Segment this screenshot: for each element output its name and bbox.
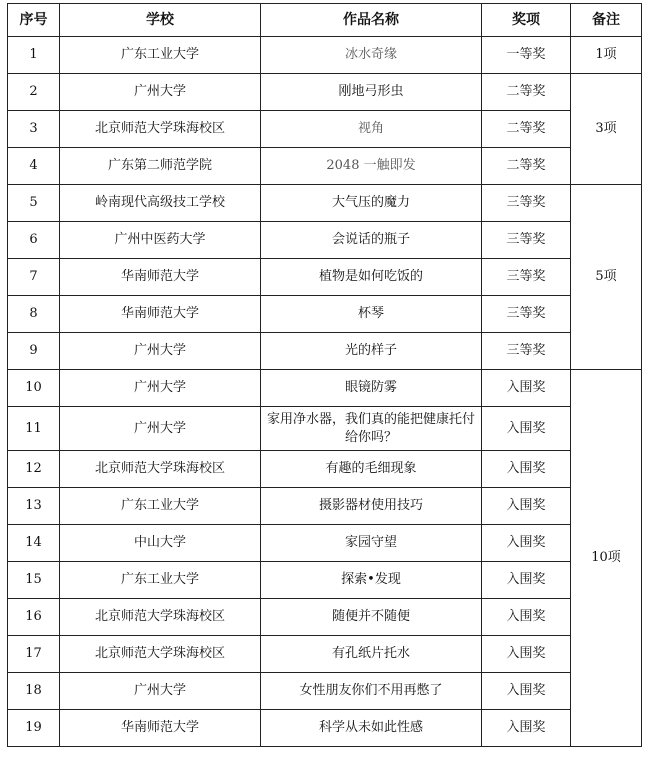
table-row (8, 562, 642, 599)
table-row (8, 407, 642, 451)
cell-award: 入围奖 (482, 673, 571, 710)
header-work: 作品名称 (261, 4, 482, 37)
cell-award: 入围奖 (482, 562, 571, 599)
cell-school: 广州大学 (60, 673, 261, 710)
note-second-prize: 3项 (571, 74, 642, 185)
cell-no: 4 (8, 148, 60, 185)
cell-no: 6 (8, 222, 60, 259)
table-row (8, 599, 642, 636)
cell-award: 三等奖 (482, 333, 571, 370)
cell-award: 入围奖 (482, 488, 571, 525)
cell-award: 入围奖 (482, 525, 571, 562)
table-row (8, 370, 642, 407)
cell-no: 10 (8, 370, 60, 407)
cell-no: 17 (8, 636, 60, 673)
cell-award: 二等奖 (482, 111, 571, 148)
header-no: 序号 (8, 4, 60, 37)
note-third-prize: 5项 (571, 185, 642, 370)
table-row (8, 111, 642, 148)
cell-school: 华南师范大学 (60, 296, 261, 333)
cell-work: 探索•发现 (261, 562, 482, 599)
cell-award: 三等奖 (482, 296, 571, 333)
cell-no: 2 (8, 74, 60, 111)
cell-award: 三等奖 (482, 185, 571, 222)
cell-award: 入围奖 (482, 599, 571, 636)
cell-work: 植物是如何吃饭的 (261, 259, 482, 296)
cell-work: 女性朋友你们不用再憋了 (261, 673, 482, 710)
cell-award: 二等奖 (482, 74, 571, 111)
cell-award: 入围奖 (482, 451, 571, 488)
cell-school: 广州大学 (60, 333, 261, 370)
cell-work: 大气压的魔力 (261, 185, 482, 222)
table-row (8, 673, 642, 710)
table-row (8, 710, 642, 747)
cell-no: 14 (8, 525, 60, 562)
cell-school: 华南师范大学 (60, 710, 261, 747)
cell-school: 北京师范大学珠海校区 (60, 599, 261, 636)
cell-work: 杯琴 (261, 296, 482, 333)
cell-work: 光的样子 (261, 333, 482, 370)
cell-no: 8 (8, 296, 60, 333)
cell-award: 入围奖 (482, 407, 571, 451)
cell-school: 广州大学 (60, 407, 261, 451)
cell-award: 入围奖 (482, 710, 571, 747)
cell-no: 7 (8, 259, 60, 296)
cell-school: 中山大学 (60, 525, 261, 562)
cell-work: 冰水奇缘 (261, 37, 482, 74)
cell-no: 3 (8, 111, 60, 148)
cell-school: 广州大学 (60, 74, 261, 111)
cell-work: 家园守望 (261, 525, 482, 562)
table-row (8, 488, 642, 525)
cell-award: 一等奖 (482, 37, 571, 74)
cell-no: 13 (8, 488, 60, 525)
note-first-prize: 1项 (571, 37, 642, 74)
cell-work: 视角 (261, 111, 482, 148)
cell-school: 广东工业大学 (60, 562, 261, 599)
cell-work: 家用净水器，我们真的能把健康托付给你吗？ (261, 407, 482, 451)
cell-school: 华南师范大学 (60, 259, 261, 296)
header-award: 奖项 (482, 4, 571, 37)
cell-no: 11 (8, 407, 60, 451)
cell-school: 广东第二师范学院 (60, 148, 261, 185)
header-note: 备注 (571, 4, 642, 37)
cell-work: 眼镜防雾 (261, 370, 482, 407)
cell-work: 摄影器材使用技巧 (261, 488, 482, 525)
cell-school: 广州大学 (60, 370, 261, 407)
cell-work: 有孔纸片托水 (261, 636, 482, 673)
cell-award: 三等奖 (482, 259, 571, 296)
table-row (8, 222, 642, 259)
cell-no: 19 (8, 710, 60, 747)
cell-work: 2048 一触即发 (261, 148, 482, 185)
header-school: 学校 (60, 4, 261, 37)
cell-award: 入围奖 (482, 370, 571, 407)
table-row (8, 636, 642, 673)
cell-no: 18 (8, 673, 60, 710)
table-row (8, 185, 642, 222)
table-row (8, 333, 642, 370)
cell-no: 5 (8, 185, 60, 222)
cell-no: 9 (8, 333, 60, 370)
cell-award: 二等奖 (482, 148, 571, 185)
cell-school: 北京师范大学珠海校区 (60, 451, 261, 488)
cell-school: 北京师范大学珠海校区 (60, 636, 261, 673)
cell-work: 会说话的瓶子 (261, 222, 482, 259)
cell-work: 有趣的毛细现象 (261, 451, 482, 488)
awards-table (7, 3, 642, 747)
cell-school: 北京师范大学珠海校区 (60, 111, 261, 148)
cell-work: 随便并不随便 (261, 599, 482, 636)
table-row (8, 525, 642, 562)
table-row (8, 74, 642, 111)
cell-award: 三等奖 (482, 222, 571, 259)
cell-no: 15 (8, 562, 60, 599)
cell-school: 广州中医药大学 (60, 222, 261, 259)
cell-school: 广东工业大学 (60, 488, 261, 525)
table-row (8, 259, 642, 296)
table-row (8, 296, 642, 333)
cell-school: 岭南现代高级技工学校 (60, 185, 261, 222)
note-finalist: 10项 (571, 370, 642, 747)
cell-work: 科学从未如此性感 (261, 710, 482, 747)
cell-award: 入围奖 (482, 636, 571, 673)
header-row (8, 4, 642, 37)
table-row (8, 451, 642, 488)
cell-no: 1 (8, 37, 60, 74)
cell-no: 16 (8, 599, 60, 636)
table-row (8, 37, 642, 74)
table-row (8, 148, 642, 185)
cell-work: 刚地弓形虫 (261, 74, 482, 111)
cell-no: 12 (8, 451, 60, 488)
cell-school: 广东工业大学 (60, 37, 261, 74)
